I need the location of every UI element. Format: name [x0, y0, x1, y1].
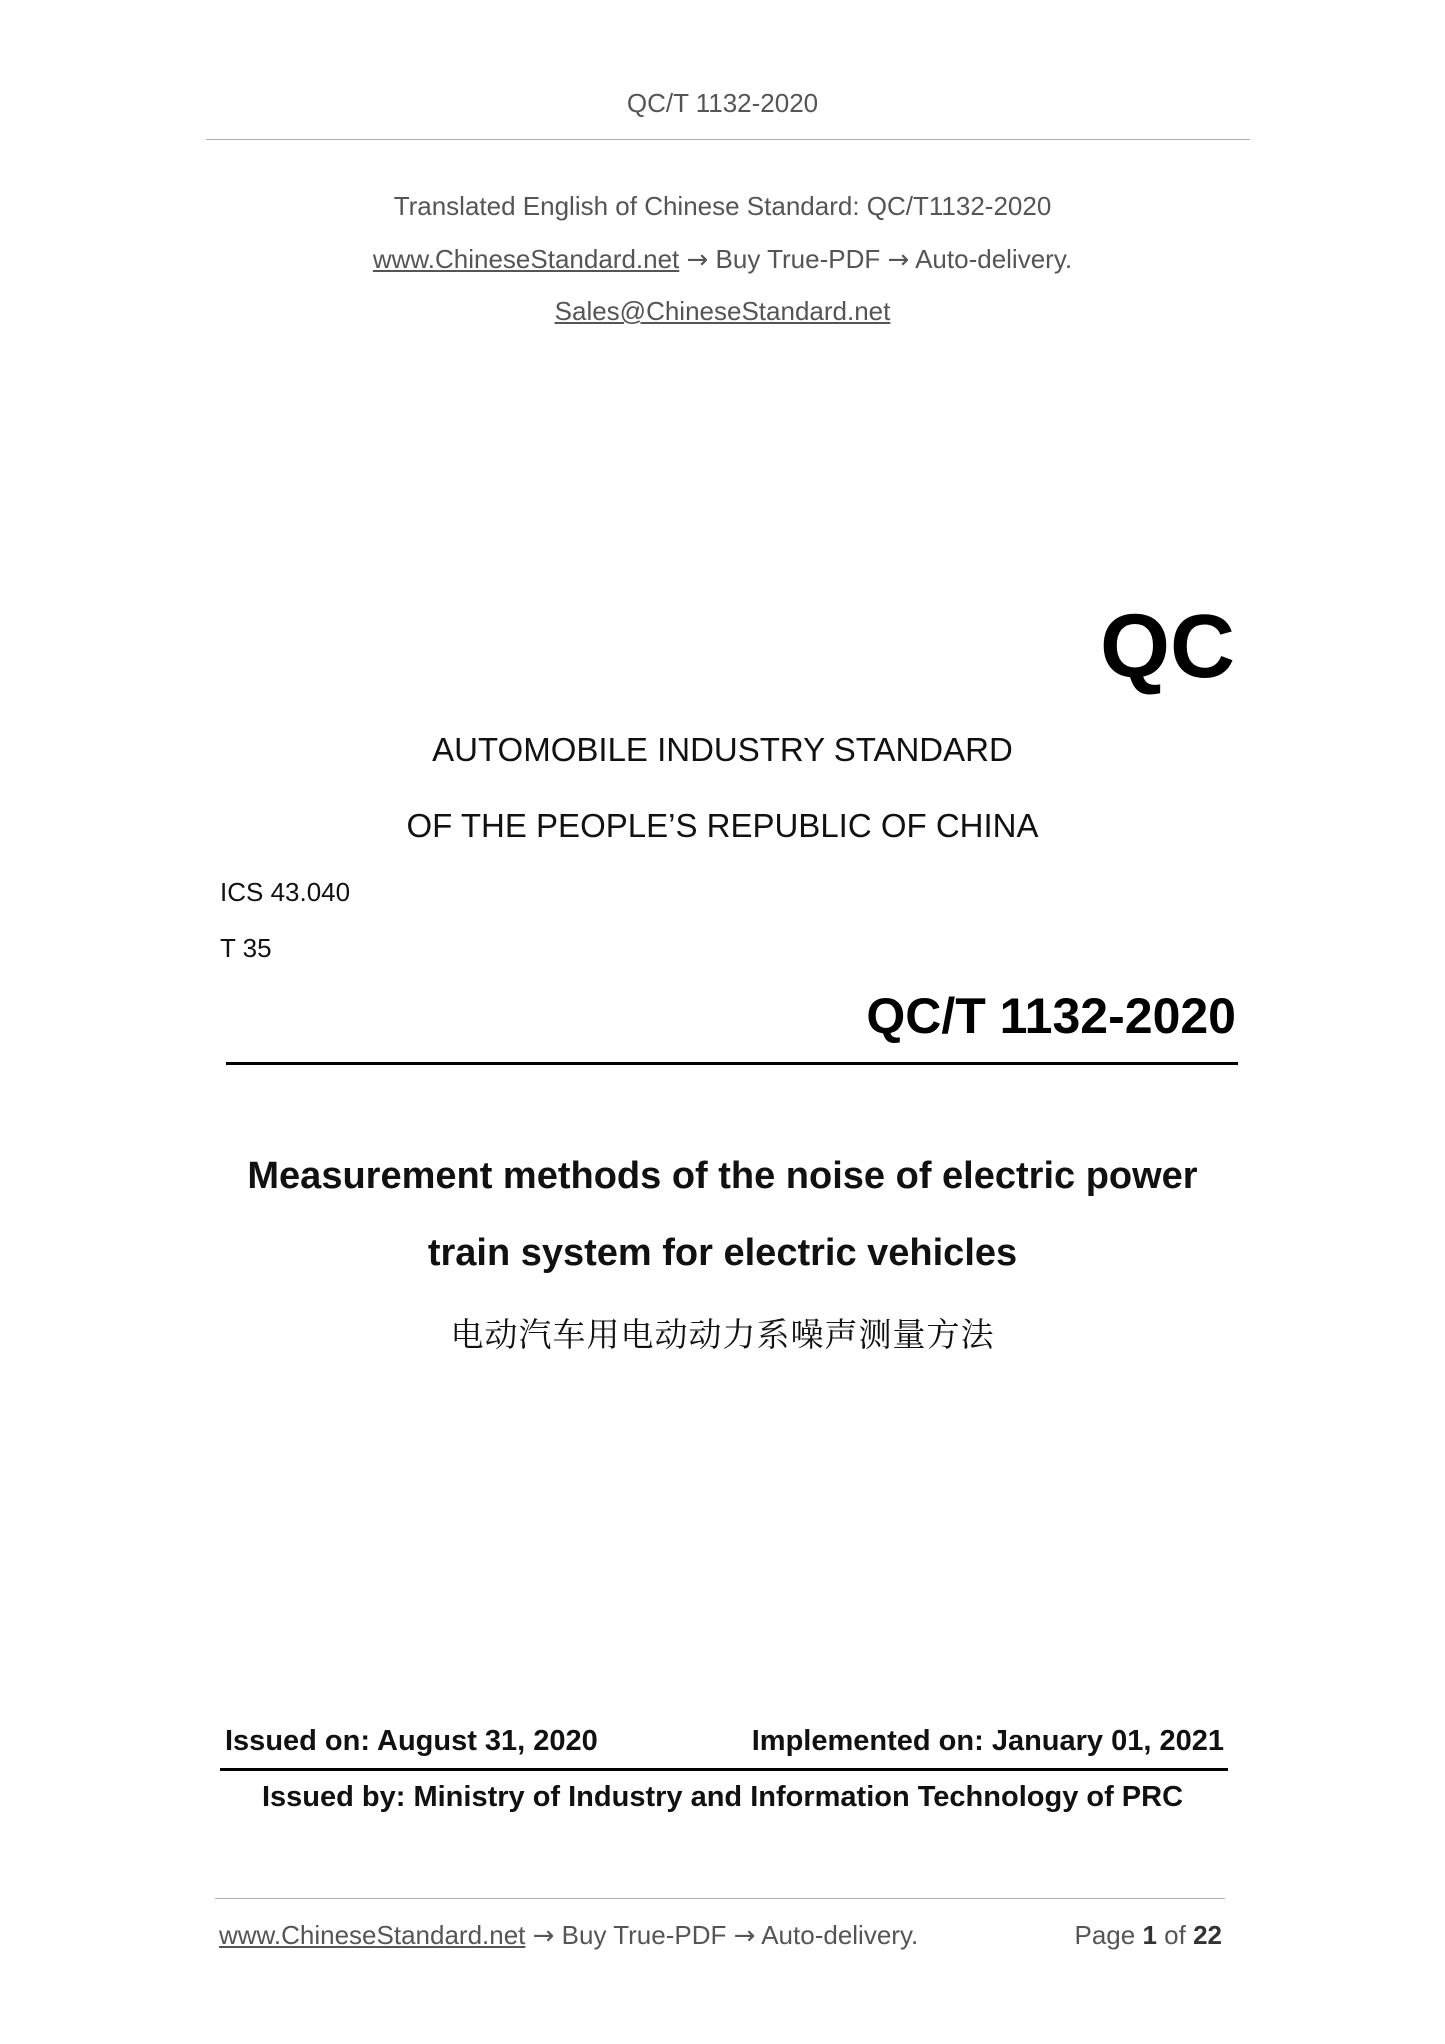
page-word: Page [1074, 1920, 1136, 1950]
email-line [0, 296, 1445, 327]
translated-notice: Translated English of Chinese Standard: QC/T1132-2020 [393, 191, 1052, 221]
page-total: 22 [1193, 1920, 1222, 1950]
header-divider [206, 139, 1250, 140]
running-header: QC/T 1132-2020 [626, 88, 819, 118]
document-title-line1: Measurement methods of the noise of electric power [247, 1155, 1198, 1197]
standard-type-title-line2: OF THE PEOPLE’S REPUBLIC OF CHINA [406, 807, 1039, 844]
document-title-line2: train system for electric vehicles [427, 1232, 1018, 1274]
ics-code: ICS 43.040 [220, 877, 351, 907]
arrow-right-icon: → [686, 245, 709, 275]
standard-type-title-line1: AUTOMOBILE INDUSTRY STANDARD [432, 731, 1013, 768]
standard-number-divider [226, 1062, 1238, 1065]
page-indicator [960, 1920, 1222, 1951]
arrow-right-icon: → [532, 1921, 555, 1951]
standard-code-logo: QC [1100, 597, 1235, 697]
dates-divider [220, 1768, 1228, 1771]
buy-label: Buy True-PDF [715, 244, 881, 274]
standard-number: QC/T 1132-2020 [866, 988, 1236, 1044]
sales-email-link[interactable]: Sales@ChineseStandard.net [554, 296, 891, 326]
delivery-label: Auto-delivery. [915, 244, 1073, 274]
issued-on-date: Issued on: August 31, 2020 [225, 1725, 598, 1757]
page-number: 1 [1142, 1920, 1157, 1950]
footer-purchase-line [219, 1920, 918, 1951]
implemented-on-date: Implemented on: January 01, 2021 [751, 1725, 1224, 1757]
footer-delivery-label: Auto-delivery. [761, 1920, 919, 1950]
site-link[interactable]: www.ChineseStandard.net [372, 244, 680, 274]
issuing-authority: Issued by: Ministry of Industry and Information Technology of PRC [261, 1781, 1184, 1813]
footer-divider [215, 1898, 1225, 1899]
of-word: of [1164, 1920, 1186, 1950]
footer-site-link[interactable]: www.ChineseStandard.net [219, 1920, 526, 1950]
document-title-chinese: 电动汽车用电动动力系噪声测量方法 [450, 1315, 995, 1354]
purchase-line [0, 244, 1445, 275]
footer-buy-label: Buy True-PDF [561, 1920, 727, 1950]
classification-code: T 35 [220, 933, 272, 963]
arrow-right-icon: → [887, 245, 910, 275]
arrow-right-icon: → [733, 1921, 756, 1951]
